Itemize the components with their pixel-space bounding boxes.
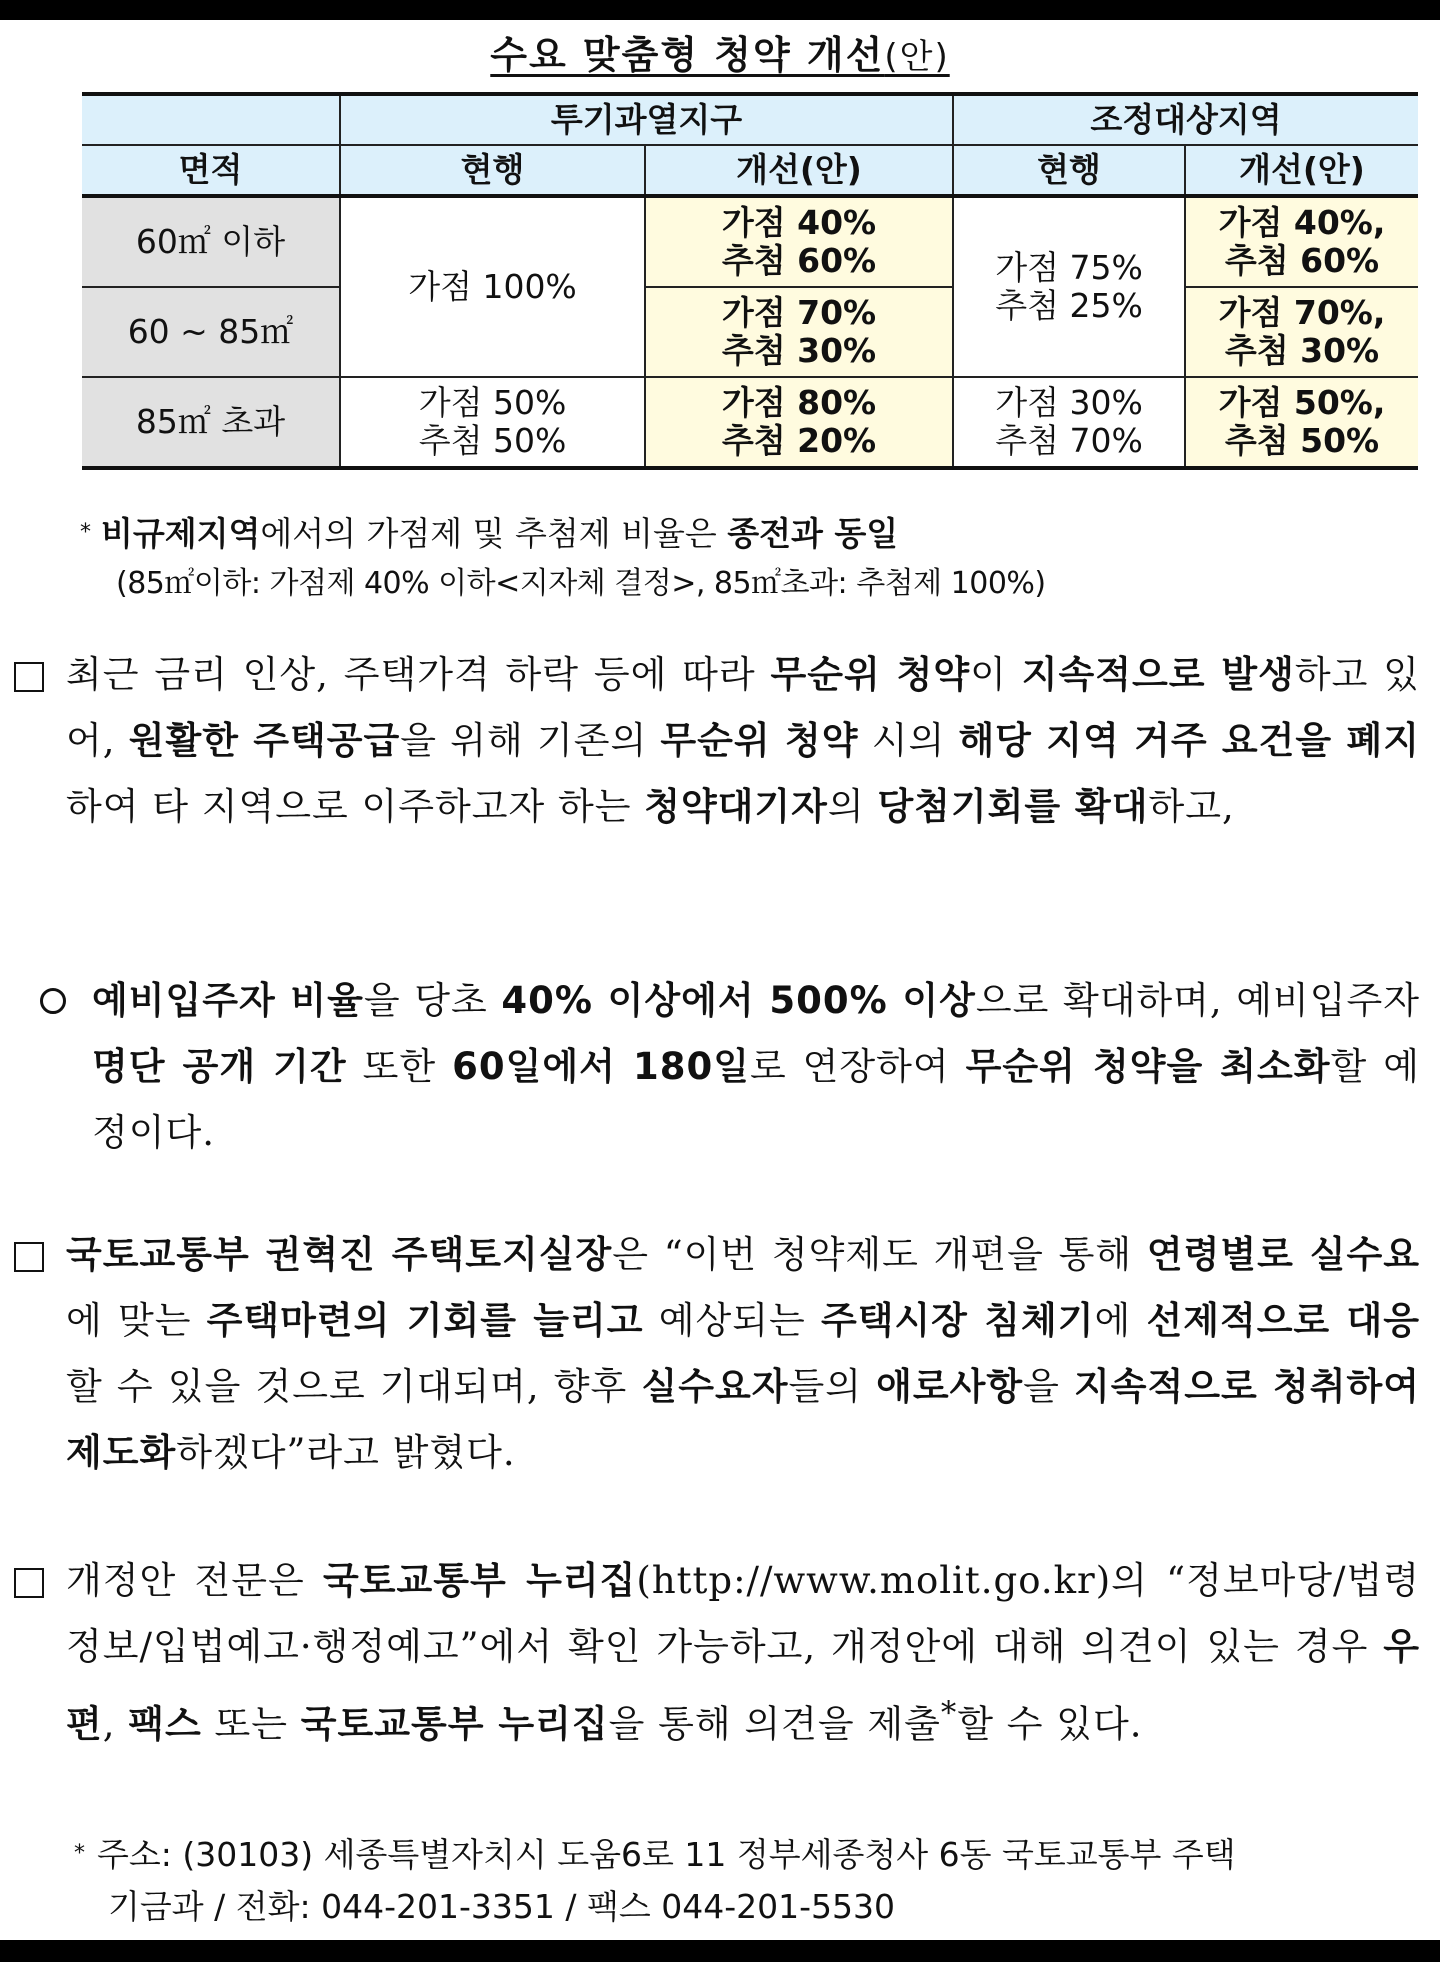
- area-cell: 60 ~ 85㎡: [82, 287, 340, 377]
- table-group-header-row: [82, 94, 1418, 145]
- spec-improved-cell: 가점 70% 추첨 30%: [645, 287, 953, 377]
- adj-current-cell: 가점 30% 추첨 70%: [953, 377, 1185, 468]
- document-page: [0, 20, 1440, 1940]
- checkbox-bullet-icon: [14, 1568, 44, 1598]
- paragraph-4: 개정안 전문은 국토교통부 누리집(http://www.molit.go.kr)의 “정보마당/법령정보/입법예고·행정예고”에서 확인 가능하고, 개정안에 대해 의견이 있는 경우 우편, 팩스 또는 국토교통부 누리집을 통해 의견을 제출*할 수 있다.: [10, 1548, 1420, 1757]
- header-adj-improved: 개선(안): [1185, 145, 1418, 196]
- footnote: * 주소: (30103) 세종특별자치시 도움6로 11 정부세종청사 6동 국토교통부 주택 기금과 / 전화: 044-201-3351 / 팩스 044-201-5530: [74, 1835, 1236, 1926]
- table-row: [82, 287, 1418, 377]
- adj-current-merged-cell: 가점 75% 추첨 25%: [953, 196, 1185, 377]
- table-row: [82, 377, 1418, 468]
- table-row: [82, 196, 1418, 287]
- header-spec-improved: 개선(안): [645, 145, 953, 196]
- ratio-table: [82, 92, 1418, 470]
- header-spec-current: 현행: [340, 145, 645, 196]
- area-cell: 60㎡ 이하: [82, 196, 340, 287]
- spec-improved-cell: 가점 80% 추첨 20%: [645, 377, 953, 468]
- header-blank: [82, 94, 340, 145]
- header-area: 면적: [82, 145, 340, 196]
- spec-current-cell: 가점 50% 추첨 50%: [340, 377, 645, 468]
- area-cell: 85㎡ 초과: [82, 377, 340, 468]
- spec-current-merged-cell: 가점 100%: [340, 196, 645, 377]
- table-note: * 비규제지역에서의 가점제 및 추첨제 비율은 종전과 동일 (85㎡이하: 가점제 40% 이하<지자체 결정>, 85㎡초과: 추첨제 100%): [80, 508, 1420, 609]
- paragraph-3: 국토교통부 권혁진 주택토지실장은 “이번 청약제도 개편을 통해 연령별로 실수요에 맞는 주택마련의 기회를 늘리고 예상되는 주택시장 침체기에 선제적으로 대응할 수 있을 것으로 기대되며, 향후 실수요자들의 애로사항을 지속적으로 청취하여 제도화하겠다”라고 밝혔다.: [10, 1222, 1420, 1486]
- header-speculative-zone: 투기과열지구: [340, 94, 953, 145]
- adj-improved-cell: 가점 40%, 추첨 60%: [1185, 196, 1418, 287]
- adj-improved-cell: 가점 70%, 추첨 30%: [1185, 287, 1418, 377]
- circle-bullet-icon: [40, 988, 66, 1014]
- paragraph-1: 최근 금리 인상, 주택가격 하락 등에 따라 무순위 청약이 지속적으로 발생하고 있어, 원활한 주택공급을 위해 기존의 무순위 청약 시의 해당 지역 거주 요건을 폐지하여 타 지역으로 이주하고자 하는 청약대기자의 당첨기회를 확대하고,: [10, 642, 1420, 840]
- checkbox-bullet-icon: [14, 662, 44, 692]
- table-note-sub: (85㎡이하: 가점제 40% 이하<지자체 결정>, 85㎡초과: 추첨제 100%): [116, 566, 1046, 601]
- header-adj-current: 현행: [953, 145, 1185, 196]
- table-column-header-row: [82, 145, 1418, 196]
- checkbox-bullet-icon: [14, 1242, 44, 1272]
- paragraph-2: 예비입주자 비율을 당초 40% 이상에서 500% 이상으로 확대하며, 예비입주자 명단 공개 기간 또한 60일에서 180일로 연장하여 무순위 청약을 최소화할 예정이다.: [36, 968, 1420, 1166]
- page-title: 수요 맞춤형 청약 개선(안): [490, 33, 950, 77]
- adj-improved-cell: 가점 50%, 추첨 50%: [1185, 377, 1418, 468]
- header-adjustment-zone: 조정대상지역: [953, 94, 1418, 145]
- spec-improved-cell: 가점 40% 추첨 60%: [645, 196, 953, 287]
